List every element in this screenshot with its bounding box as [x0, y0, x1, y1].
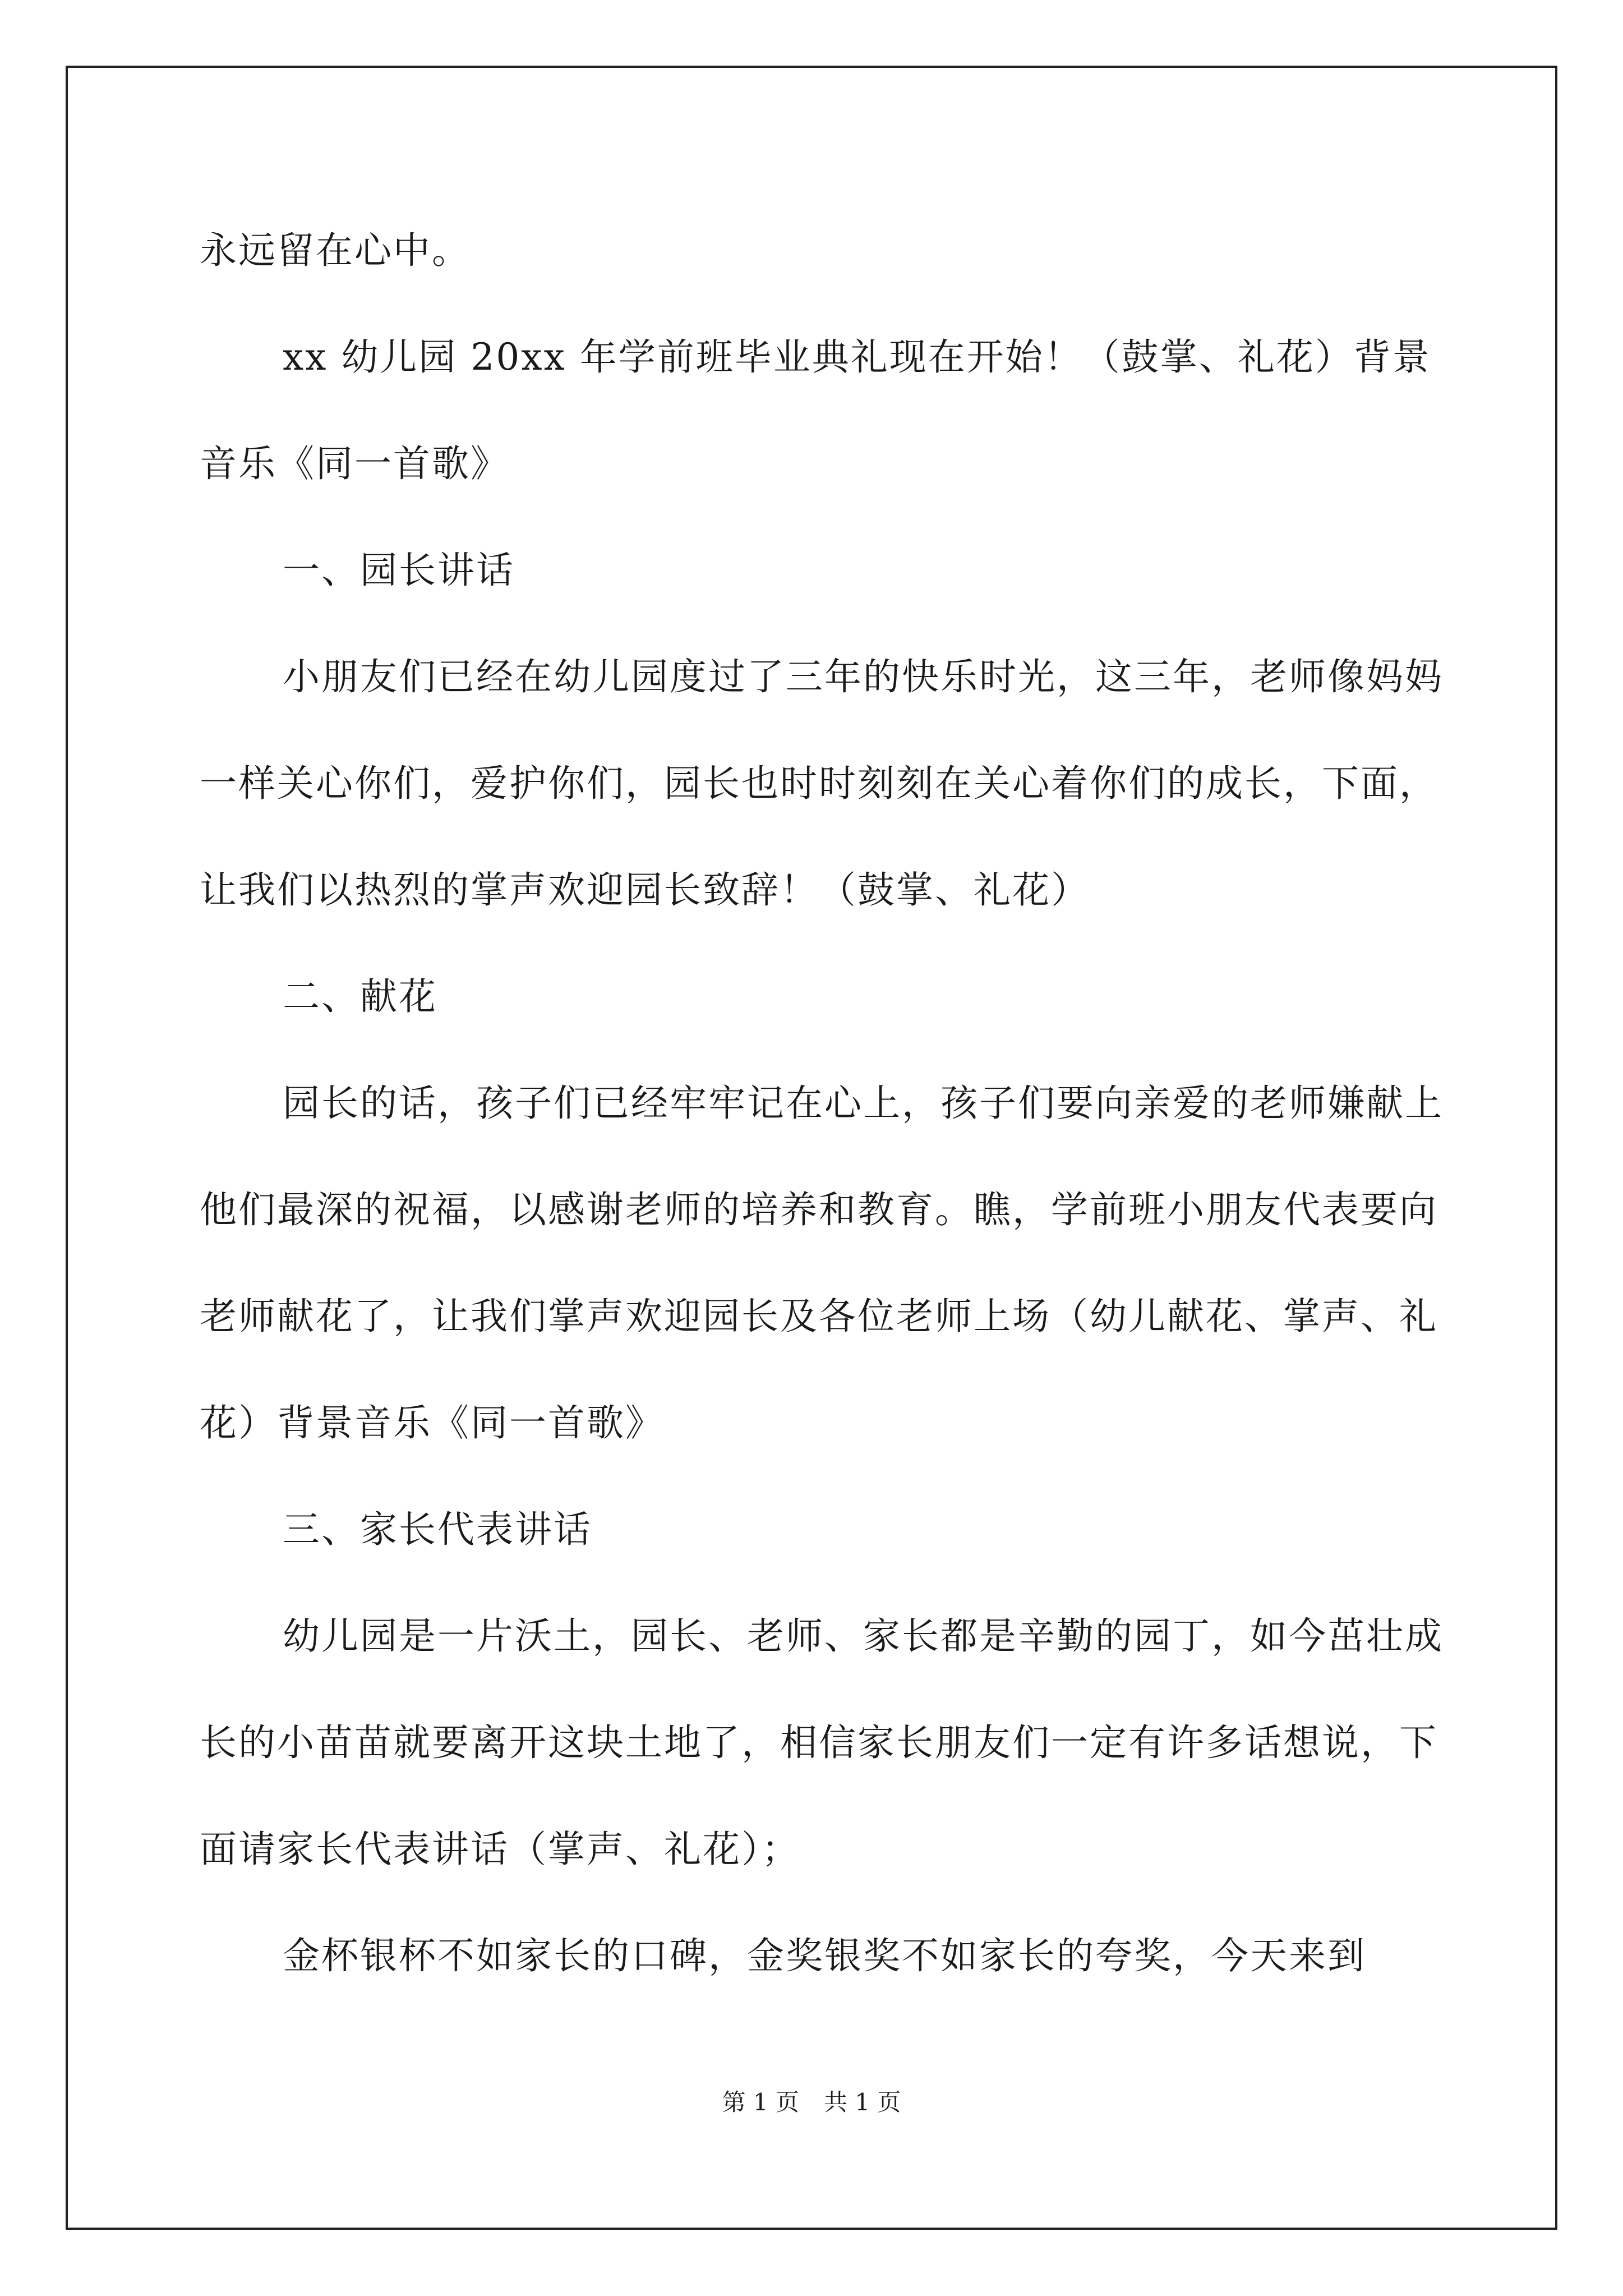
page-number-total: 共 1 页 [824, 2088, 901, 2116]
paragraph-0: 永远留在心中。 [200, 229, 471, 272]
paragraph-7: 幼儿园是一片沃土，园长、老师、家长都是辛勤的园丁，如今茁壮成长的小苗苗就要离开这块土地了，相信家长朋友们一定有许多话想说，下面请家长代表讲话（掌声、礼花）； [200, 1614, 1444, 1871]
page-footer [0, 2086, 1623, 2119]
paragraph-1: xx 幼儿园 20xx 年学前班毕业典礼现在开始！（鼓掌、礼花）背景音乐《同一首歌》 [200, 335, 1431, 485]
section-heading-2: 二、献花 [283, 975, 437, 1018]
section-heading-1: 一、园长讲话 [283, 549, 515, 592]
document-body [200, 197, 1456, 2009]
page-number-current: 第 1 页 [722, 2088, 799, 2116]
paragraph-5: 园长的话，孩子们已经牢牢记在心上，孩子们要向亲爱的老师嫌献上他们最深的祝福，以感谢老师的培养和教育。瞧，学前班小朋友代表要向老师献花了，让我们掌声欢迎园长及各位老师上场（幼儿献花、掌声、礼花）背景音乐《同一首歌》 [200, 1082, 1444, 1444]
section-heading-3: 三、家长代表讲话 [283, 1508, 592, 1551]
paragraph-3: 小朋友们已经在幼儿园度过了三年的快乐时光，这三年，老师像妈妈一样关心你们，爱护你们，园长也时时刻刻在关心着你们的成长，下面，让我们以热烈的掌声欢迎园长致辞！（鼓掌、礼花） [200, 655, 1444, 912]
paragraph-8: 金杯银杯不如家长的口碑，金奖银奖不如家长的夸奖，今天来到 [283, 1934, 1366, 1977]
